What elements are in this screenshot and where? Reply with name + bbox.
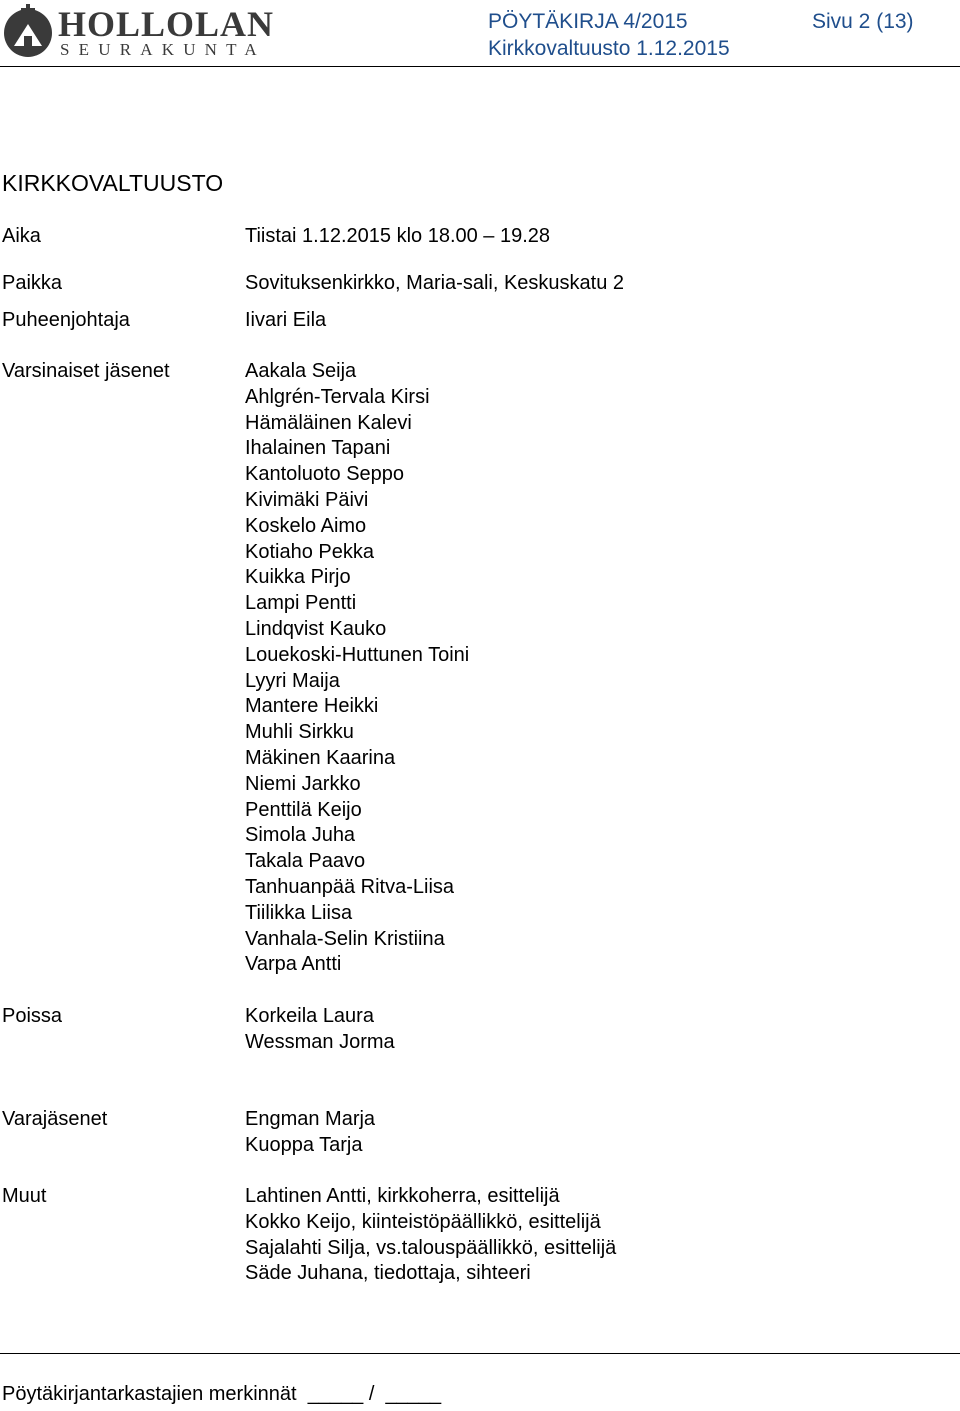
members-list (245, 359, 469, 978)
list-item: Louekoski-Huttunen Toini (245, 643, 470, 666)
list-item: Ahlgrén-Tervala Kirsi (245, 385, 430, 408)
list-item: Kotiaho Pekka (245, 540, 374, 563)
parish-logo (2, 2, 292, 62)
list-item: Mäkinen Kaarina (245, 746, 396, 769)
page-number: Sivu 2 (13) (812, 10, 914, 33)
list-item: Lahtinen Antti, kirkkoherra, esittelijä (245, 1185, 560, 1207)
list-item: Kantoluoto Seppo (245, 463, 405, 486)
header-divider (0, 66, 960, 67)
chair-value: Iivari Eila (245, 309, 327, 331)
list-item: Lindqvist Kauko (245, 617, 387, 640)
list-item: Ihalainen Tapani (245, 437, 391, 460)
list-item: Kokko Keijo, kiinteistöpäällikkö, esittelijä (245, 1210, 601, 1233)
absent-list (245, 1004, 395, 1056)
list-item: Muhli Sirkku (245, 721, 354, 744)
document-subtitle: Kirkkovaltuusto 1.12.2015 (488, 37, 730, 60)
list-item: Vanhala-Selin Kristiina (245, 927, 445, 950)
list-item: Lampi Pentti (245, 592, 357, 615)
church-emblem-icon (2, 2, 54, 60)
list-item: Tanhuanpää Ritva-Liisa (245, 875, 455, 898)
list-item: Kuikka Pirjo (245, 566, 351, 589)
list-item: Aakala Seija (245, 360, 357, 382)
deputies-list (245, 1107, 375, 1159)
list-item: Koskelo Aimo (245, 514, 367, 537)
chair-label: Puheenjohtaja (2, 309, 130, 331)
list-item: Wessman Jorma (245, 1030, 395, 1053)
list-item: Hämäläinen Kalevi (245, 411, 412, 434)
list-item: Kuoppa Tarja (245, 1133, 363, 1156)
time-label: Aika (2, 225, 41, 247)
footer-divider (0, 1353, 960, 1354)
list-item: Varpa Antti (245, 953, 342, 976)
members-label: Varsinaiset jäsenet (2, 360, 170, 382)
list-item: Takala Paavo (245, 850, 366, 873)
logo-name: HOLLOLAN (58, 4, 275, 44)
others-list (245, 1184, 616, 1287)
page-title: KIRKKOVALTUUSTO (2, 170, 224, 196)
list-item: Engman Marja (245, 1108, 376, 1130)
list-item: Niemi Jarkko (245, 772, 361, 795)
document-title: PÖYTÄKIRJA 4/2015 (488, 10, 688, 33)
list-item: Lyyri Maija (245, 669, 340, 692)
logo-subtitle: SEURAKUNTA (60, 40, 266, 59)
list-item: Sajalahti Silja, vs.talouspäällikkö, esittelijä (245, 1236, 617, 1259)
others-label: Muut (2, 1185, 47, 1207)
absent-label: Poissa (2, 1005, 63, 1027)
list-item: Mantere Heikki (245, 695, 379, 718)
place-label: Paikka (2, 272, 63, 294)
list-item: Tiilikka Liisa (245, 901, 353, 924)
place-value: Sovituksenkirkko, Maria-sali, Keskuskatu 2 (245, 272, 625, 294)
list-item: Säde Juhana, tiedottaja, sihteeri (245, 1262, 531, 1285)
deputies-label: Varajäsenet (2, 1108, 108, 1130)
list-item: Simola Juha (245, 824, 356, 847)
time-value: Tiistai 1.12.2015 klo 18.00 – 19.28 (245, 225, 551, 247)
list-item: Kivimäki Päivi (245, 488, 369, 511)
page-header (0, 0, 960, 68)
footer-signature-initials: Pöytäkirjantarkastajien merkinnät _____ / _____ (2, 1383, 442, 1405)
list-item: Korkeila Laura (245, 1005, 374, 1027)
list-item: Penttilä Keijo (245, 798, 362, 821)
